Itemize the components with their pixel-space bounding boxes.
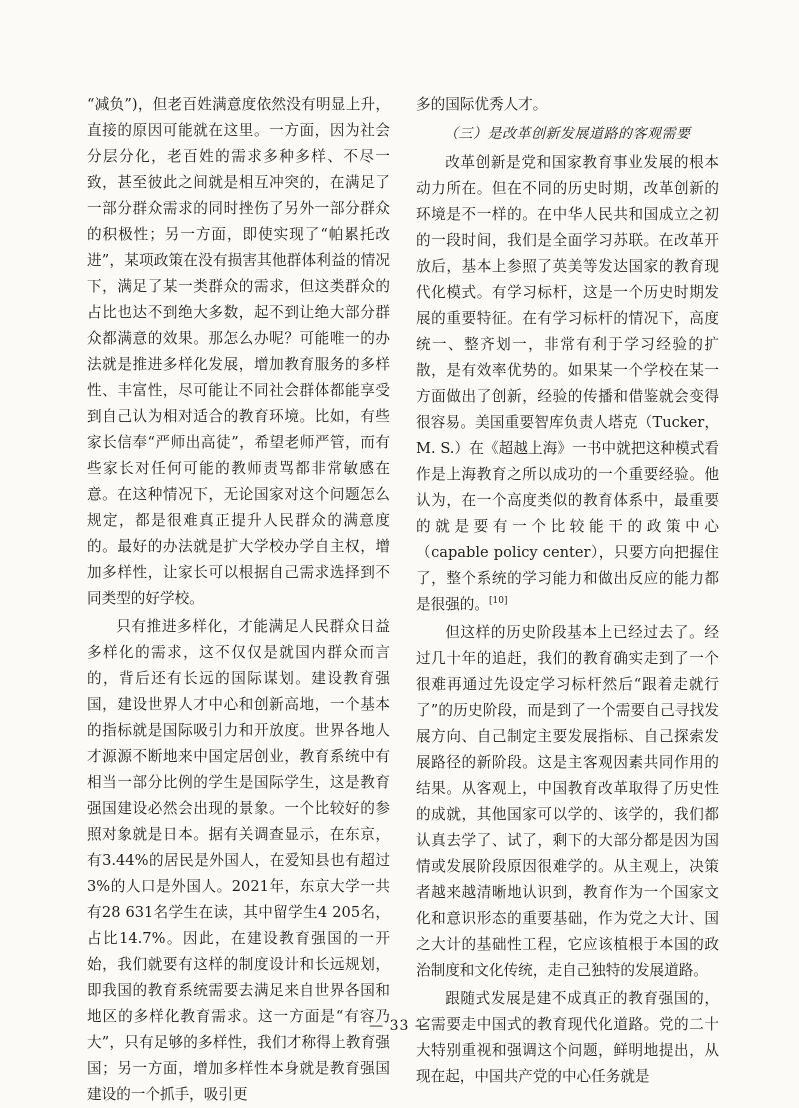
footnote-ref: [10]	[488, 596, 508, 607]
section-heading: （三）是改革创新发展道路的客观需要	[444, 126, 691, 142]
paragraph	[416, 150, 719, 618]
page-number: — 33 —	[369, 1018, 430, 1034]
paragraph: 只有推进多样化，才能满足人民群众日益多样化的需求，这不仅仅是就国内群众而言的，背后还有长远的国际谋划。建设教育强国，建设世界人才中心和创新高地，一个基本的指标就是国际吸引力和开放度。世界各地人才源源不断地来中国定居创业，教育系统中有相当一部分比例的学生是国际学生，这是教育强国建设必然会出现的景象。一个比较好的参照对象就是日本。据有关调查显示，在东京，有3.44%的居民是外国人，在爱知县也有超过3%的人口是外国人。2021年，东京大学一共有28 631名学生在读，其中留学生4 205名，占比14.7%。因此，在建设教育强国的一开始，我们就要有这样的制度设计和长远规划，即我国的教育系统需要去满足来自世界各国和地区的多样化教育需求。这一方面是“有容乃大”，只有足够的多样性，我们才称得上教育强国；另一方面，增加多样性本身就是教育强国建设的一个抓手，吸引更	[87, 618, 390, 1103]
paragraph-text: 改革创新是党和国家教育事业发展的根本动力所在。但在不同的历史时期，改革创新的环境是不一样的。在中华人民共和国成立之初的一段时间，我们是全面学习苏联。在改革开放后，基本上参照了英美等发达国家的教育现代化模式。有学习标杆，这是一个历史时期发展的重要特征。在有学习标杆的情况下，高度统一、整齐划一，非常有利于学习经验的扩散，是有效率优势的。如果某一个学校在某一方面做出了创新，经验的传播和借鉴就会变得很容易。美国重要智库负责人塔克（Tucker，M. S.）在《超越上海》一书中就把这种模式看作是上海教育之所以成功的一个重要经验。他认为，在一个高度类似的教育体系中，最重要的就是要有一个比较能干的政策中心（capable policy center），只要方向把握住了，整个系统的学习能力和做出反应的能力都是很强的。	[416, 154, 719, 613]
paragraph: “减负”)，但老百姓满意度依然没有明显上升，直接的原因可能就在这里。一方面，因为社会分层分化，老百姓的需求多种多样、不尽一致，甚至彼此之间就是相互冲突的，在满足了一部分群众需求的同时挫伤了另外一部分群众的积极性；另一方面，即使实现了“帕累托改进”，某项政策在没有损害其他群体利益的情况下，满足了某一类群众的需求，但这类群众的占比也达不到绝大多数，起不到让绝大部分群众都满意的效果。那怎么办呢？可能唯一的办法就是推进多样化发展，增加教育服务的多样性、丰富性，尽可能让不同社会群体都能享受到自己认为相对适合的教育环境。比如，有些家长信奉“严师出高徒”，希望老师严管，而有些家长对任何可能的教师责骂都非常敏感在意。在这种情况下，无论国家对这个问题怎么规定，都是很难真正提升人民群众的满意度的。最好的办法就是扩大学校办学自主权，增加多样性，让家长可以根据自己需求选择到不同类型的好学校。	[87, 96, 390, 607]
paragraph: 跟随式发展是建不成真正的教育强国的，它需要走中国式的教育现代化道路。党的二十大特别重视和强调这个问题，鲜明地提出，从现在起，中国共产党的中心任务就是	[416, 990, 719, 1085]
left-column	[87, 92, 390, 1108]
paragraph: 多的国际优秀人才。	[416, 96, 548, 113]
right-column	[416, 92, 719, 1090]
paragraph: 但这样的历史阶段基本上已经过去了。经过几十年的追赶，我们的教育确实走到了一个很难再通过先设定学习标杆然后“跟着走就行了”的历史阶段，而是到了一个需要自己寻找发展方向、自己制定主要发展指标、自己探索发展路径的新阶段。这是主客观因素共同作用的结果。从客观上，中国教育改革取得了历史性的成就，其他国家可以学的、该学的，我们都认真去学了、试了，剩下的大部分都是因为国情或发展阶段原因很难学的。从主观上，决策者越来越清晰地认识到，教育作为一个国家文化和意识形态的重要基础，作为党之大计、国之大计的基础性工程，它应该植根于本国的政治制度和文化传统，走自己独特的发展道路。	[416, 624, 719, 979]
